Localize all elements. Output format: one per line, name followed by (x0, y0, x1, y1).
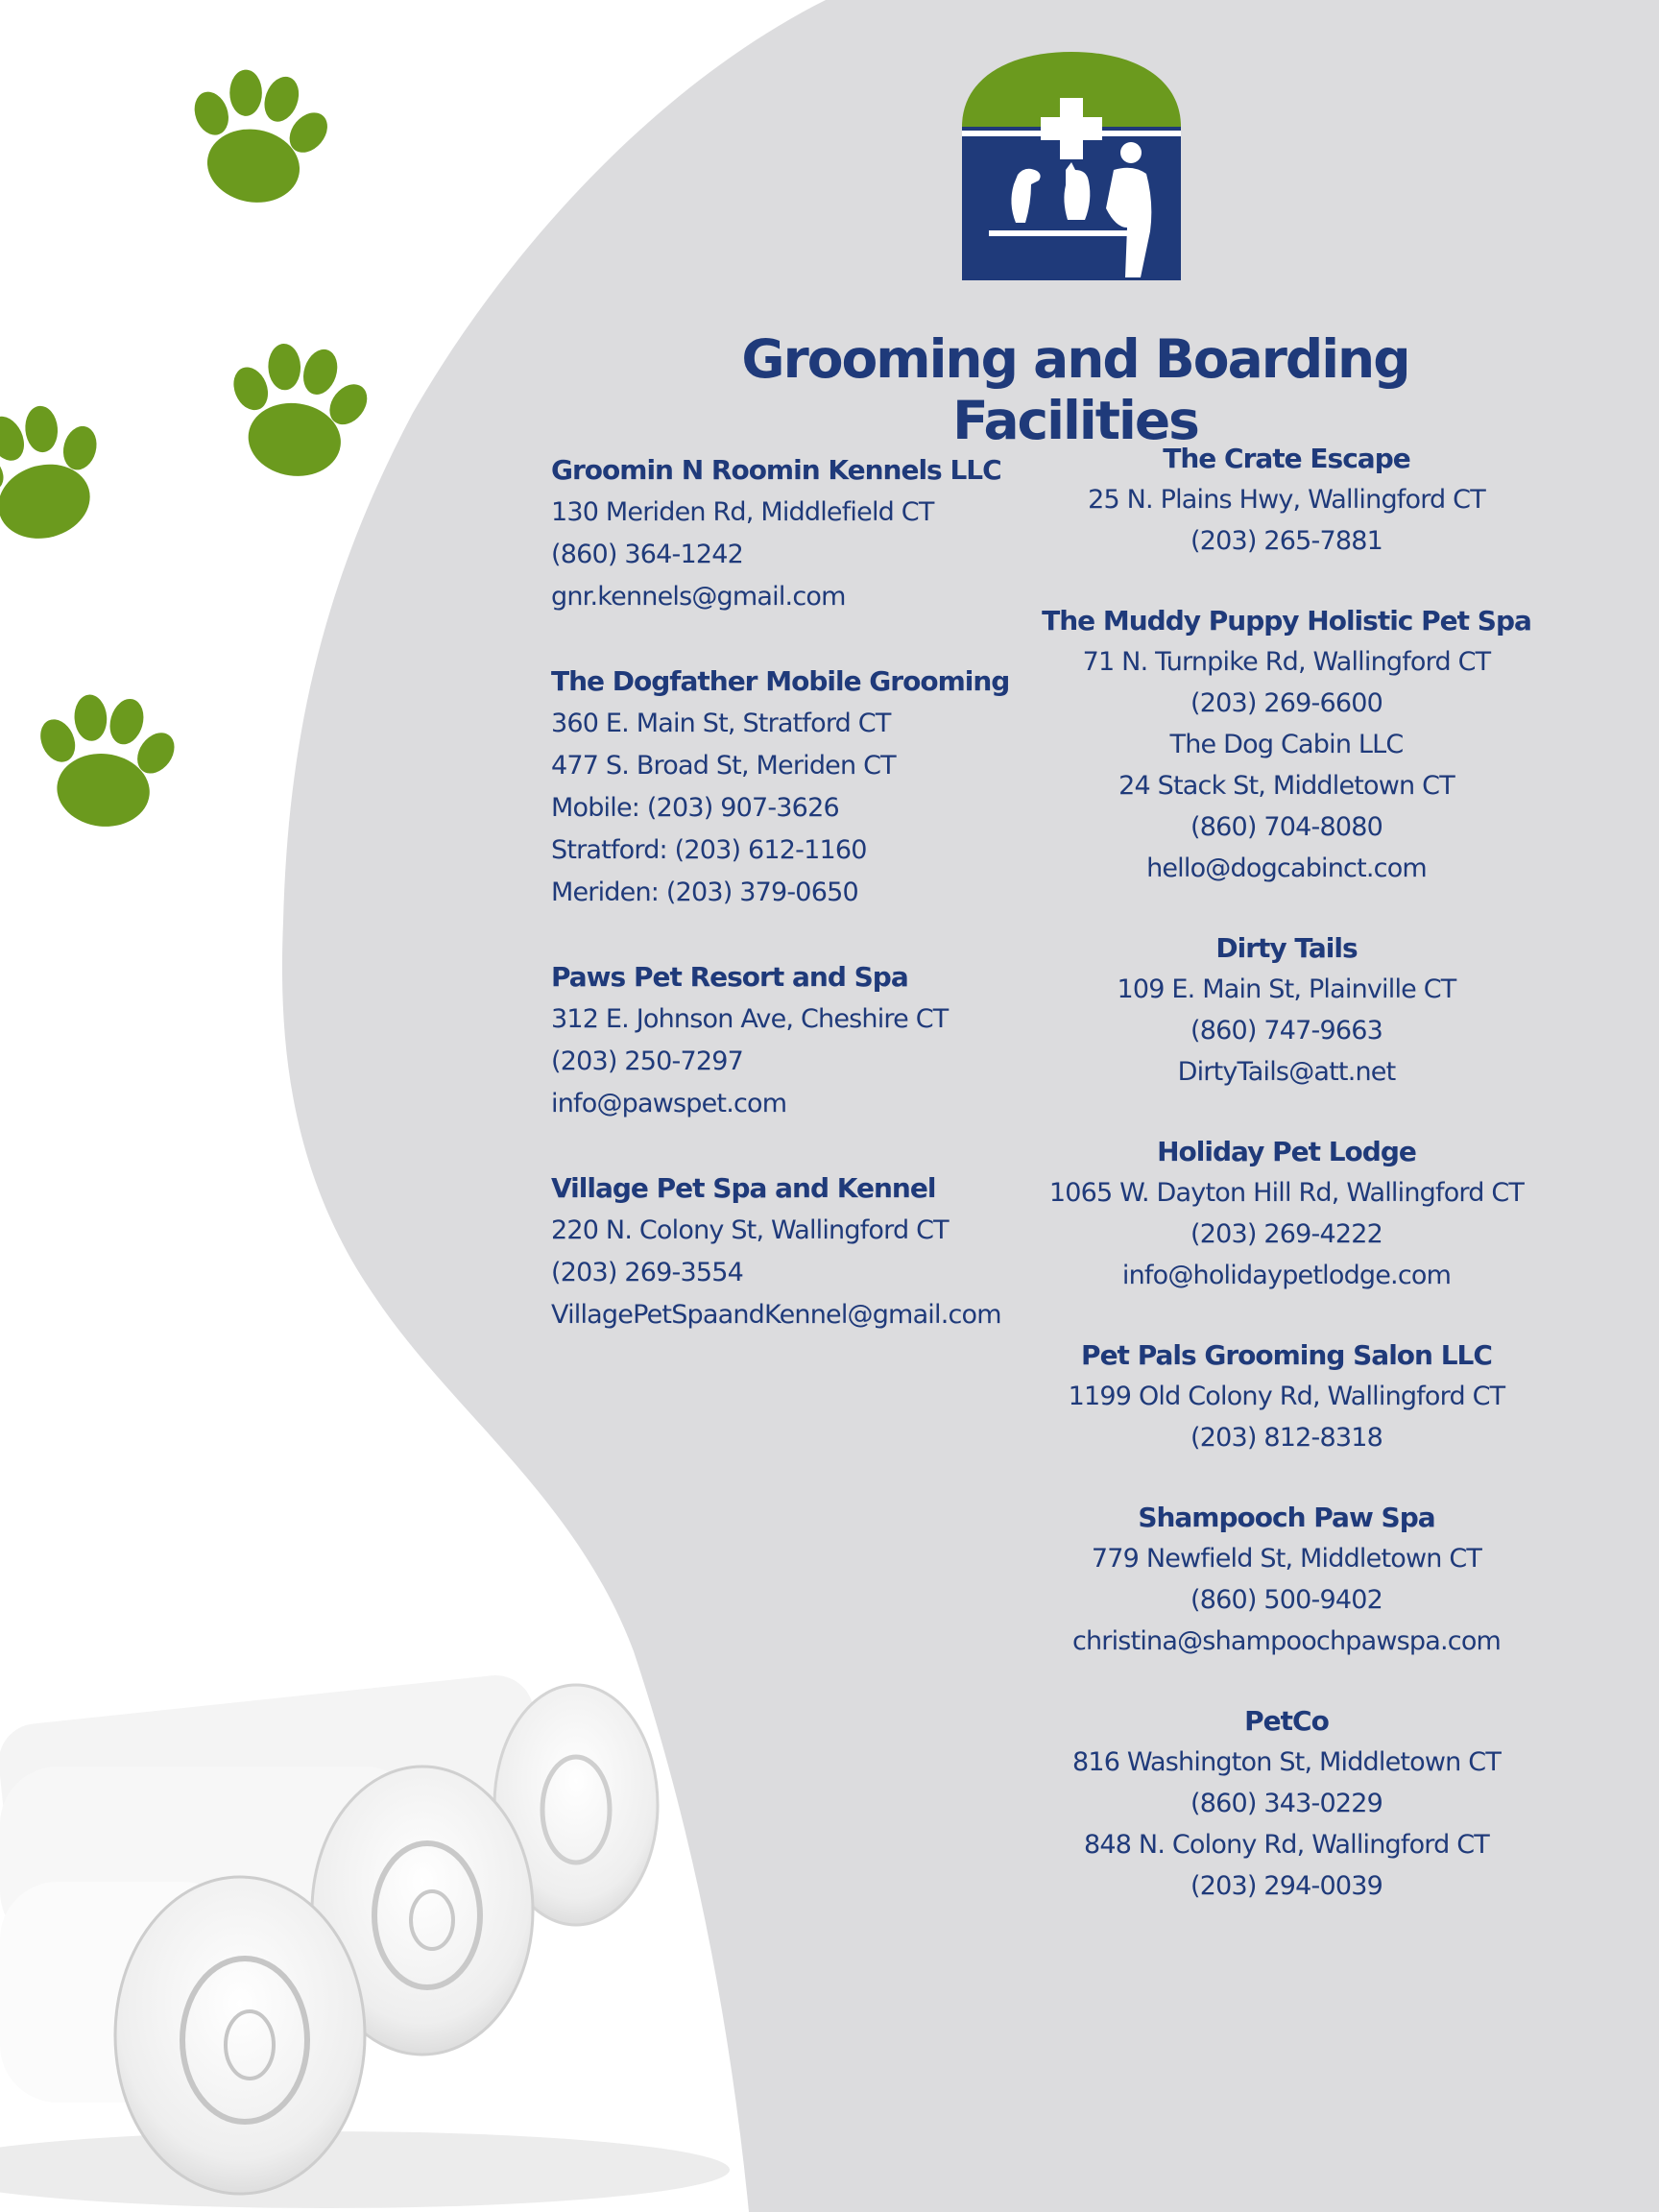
listing-phone: (860) 500-9402 (1190, 1585, 1382, 1615)
listing-address: 109 E. Main St, Plainville CT (1117, 974, 1456, 1004)
listing-address: 24 Stack St, Middletown CT (1118, 771, 1455, 801)
listing-email: VillagePetSpaandKennel@gmail.com (551, 1300, 1001, 1330)
listing-address: 312 E. Johnson Ave, Cheshire CT (551, 1004, 949, 1034)
listing-email: christina@shampoochpawspa.com (1071, 1626, 1502, 1656)
paw-print-icon (0, 390, 125, 556)
listing-phone: Meriden: (203) 379-0650 (551, 878, 858, 907)
listing (1037, 1497, 1536, 1662)
listing-phone: (860) 747-9663 (1190, 1016, 1382, 1046)
listing-name: Shampooch Paw Spa (1138, 1502, 1435, 1533)
paw-print-icon (173, 58, 343, 214)
paw-print-icon (215, 334, 381, 486)
listing-address: 848 N. Colony Rd, Wallingford CT (1084, 1830, 1489, 1860)
listing-address: 1065 W. Dayton Hill Rd, Wallingford CT (1048, 1178, 1525, 1208)
listing-phone: (860) 364-1242 (551, 540, 743, 569)
listing-name: Groomin N Roomin Kennels LLC (551, 454, 1001, 486)
listing-email: hello@dogcabinct.com (1146, 854, 1427, 883)
listing (551, 661, 1050, 914)
listing-address: 1199 Old Colony Rd, Wallingford CT (1068, 1382, 1505, 1411)
listing (1037, 438, 1536, 562)
listing-phone: Stratford: (203) 612-1160 (551, 835, 867, 865)
listing-phone: (203) 265-7881 (1190, 526, 1382, 556)
listing-address: 360 E. Main St, Stratford CT (551, 709, 891, 738)
listing-phone: Mobile: (203) 907-3626 (551, 793, 839, 823)
listing-name: Dirty Tails (1215, 932, 1358, 964)
listing (1037, 1131, 1536, 1296)
right-listings-column (1037, 438, 1536, 1945)
listing-address: 220 N. Colony St, Wallingford CT (551, 1215, 949, 1245)
listing-name: The Muddy Puppy Holistic Pet Spa (1042, 605, 1531, 637)
listing (1037, 1334, 1536, 1458)
listing-name: The Crate Escape (1163, 443, 1410, 474)
listing-phone: (203) 269-3554 (551, 1258, 743, 1287)
listing (1037, 1700, 1536, 1907)
listing-phone: (203) 250-7297 (551, 1046, 743, 1076)
listing-name: Village Pet Spa and Kennel (551, 1172, 936, 1204)
rolled-towels-image (0, 1671, 730, 2208)
listing-email: DirtyTails@att.net (1177, 1057, 1396, 1087)
listing (1037, 600, 1536, 889)
listing (551, 1167, 1050, 1336)
listing-address: 130 Meriden Rd, Middlefield CT (551, 497, 934, 527)
listing-name: Paws Pet Resort and Spa (551, 961, 908, 993)
listing-address: 779 Newfield St, Middletown CT (1091, 1544, 1482, 1574)
listing-address: 816 Washington St, Middletown CT (1071, 1747, 1502, 1777)
listing-phone: (203) 294-0039 (1190, 1871, 1382, 1901)
listing-email: info@pawspet.com (551, 1089, 787, 1118)
listing-phone: (860) 343-0229 (1190, 1789, 1382, 1818)
listing-name: PetCo (1244, 1705, 1329, 1737)
paw-print-icon (24, 686, 186, 833)
listing-email: info@holidaypetlodge.com (1121, 1261, 1452, 1290)
listing-phone: (860) 704-8080 (1190, 812, 1382, 842)
listing-address: 71 N. Turnpike Rd, Wallingford CT (1082, 647, 1491, 677)
listing-name: The Dogfather Mobile Grooming (551, 665, 1010, 697)
listing-name: Holiday Pet Lodge (1157, 1136, 1416, 1167)
listing-address: 25 N. Plains Hwy, Wallingford CT (1088, 485, 1485, 515)
vet-clinic-logo-icon (960, 50, 1183, 282)
listing-subname: The Dog Cabin LLC (1169, 730, 1404, 759)
listing-name: Pet Pals Grooming Salon LLC (1081, 1339, 1492, 1371)
listing (551, 449, 1050, 618)
left-listings-column (551, 449, 1050, 1379)
listing-phone: (203) 812-8318 (1190, 1423, 1382, 1453)
listing-address: 477 S. Broad St, Meriden CT (551, 751, 896, 781)
listing (1037, 927, 1536, 1093)
listing-phone: (203) 269-6600 (1190, 688, 1382, 718)
listing (551, 956, 1050, 1125)
page-title: Grooming and Boarding Facilities (741, 328, 1409, 451)
listing-phone: (203) 269-4222 (1190, 1219, 1382, 1249)
listing-email: gnr.kennels@gmail.com (551, 582, 846, 612)
